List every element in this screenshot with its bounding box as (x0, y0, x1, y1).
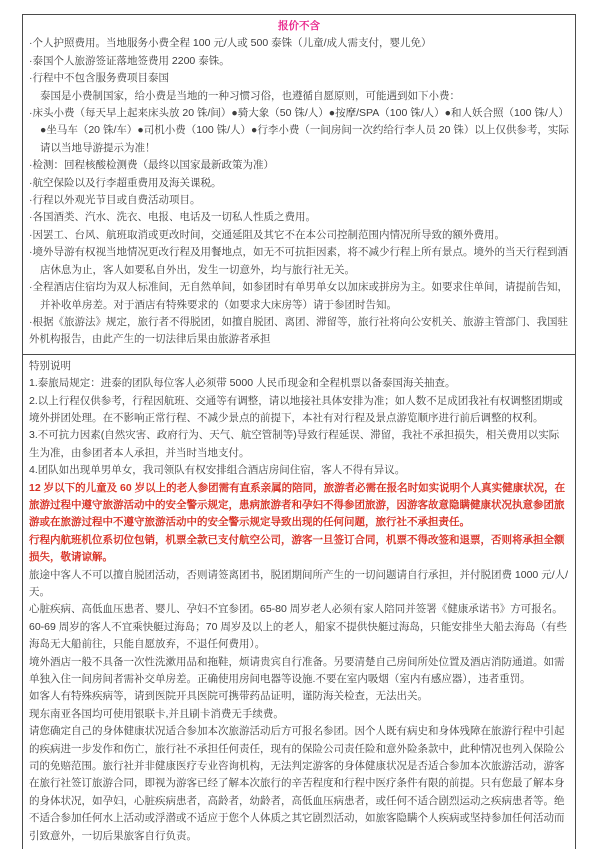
exclusion-item: ·各国酒类、汽水、洗衣、电报、电话及一切私人性质之费用。 (29, 211, 316, 224)
notice-item: 3.不可抗力因素(自然灾害、政府行为、天气、航空管制等)导致行程延误、滞留，我社不承担损失，相关费用以实际生为准，由参团者本人承担，并当时当地支付。 (29, 429, 560, 459)
exclusion-item: ·行程中不包含服务费项目泰国 (29, 72, 169, 85)
notice-item: 4.团队如出现单男单女，我司领队有权安排组合酒店房间住宿，客人不得有异议。 (29, 464, 406, 477)
notice-item: 旅途中客人不可以擅自脱团活动，否则请签离团书，脱团期间所产生的一切问题请自行承担，并付脱团费 1000 元/人/天。 (29, 568, 569, 598)
tipping-intro-note: 泰国是小费制国家，给小费是当地的一种习惯习俗，也遵循自愿原则，可能遇到如下小费： (40, 89, 460, 102)
tour-terms-document (22, 14, 576, 849)
exclusion-item: ·泰国个人旅游签证落地签费用 2200 泰铢。 (29, 54, 230, 67)
exclusion-item: ·检测：回程核酸检测费（最终以国家最新政策为准） (29, 159, 274, 172)
notice-item: 如客人有特殊疾病等，请到医院开具医院可携带药品证明，谨防海关检查，无法出关。 (29, 690, 428, 703)
exclusion-item: ·航空保险以及行李超重费用及海关课税。 (29, 176, 222, 189)
notice-item-ticket-warning: 行程内航班机位系切位包销，机票全款已支付航空公司，游客一旦签订合同，机票不得改签和退票，否则将承担全额损失，敬请谅解。 (29, 533, 565, 564)
notice-item-health-warning: 12 岁以下的儿童及 60 岁以上的老人参团需有直系亲属的陪同，旅游者必需在报名时如实说明个人真实健康状况，在旅游过程中遵守旅游活动中的安全警示规定，患病旅游者和孕妇不得参团旅游，因游客故意隐瞒健康状况执意参团旅游或在旅游过程中不遵守旅游活动中的安全警示规定导致出现的任何问题，旅行社不承担责任。 (29, 481, 566, 529)
notice-item: 境外酒店一般不具备一次性洗漱用品和拖鞋，烦请贵宾自行准备。另要清楚自己房间所处位置及酒店消防通道。如需单独入住一间房间者需补交单房差。正确使用房间电器等设施.不要在室内吸烟（室内有感应器），违者重罚。 (29, 655, 565, 686)
notice-item: 心脏疾病、高低血压患者、婴儿、孕妇不宜参团。65-80 周岁老人必须有家人陪同并签署《健康承诺书》方可报名。60-69 周岁的客人不宜乘快艇过海岛；70 周岁及以上的老人，船家不提供快艇过海岛，只能安排坐大船去海岛（有些海岛无大船前往，只能自愿放弃，不退任何费用）。 (29, 603, 567, 651)
notice-item: 1.泰旅局规定：进泰的团队每位客人必须带 5000 人民币现金和全程机票以备泰国海关抽查。 (29, 377, 456, 390)
section-heading-special-notes: 特别说明 (29, 359, 71, 372)
exclusion-item: ·全程酒店住宿均为双人标准间，无自然单间，如参团时有单男单女以加床或拼房为主。如要求住单间，请提前告知，并补收单房差。对于酒店有特殊要求的（如要求大床房等）请于参团时告知。 (29, 281, 568, 311)
notice-item: 现东南亚各国均可使用银联卡,并且刷卡消费无手续费。 (29, 707, 284, 720)
section-title-quote-exclusions: 报价不含 (278, 20, 320, 32)
section-special-notes (23, 354, 575, 849)
exclusion-item-tipping-list: ·床头小费（每天早上起来床头放 20 铢/间）●骑大象（50 铢/人）●按摩/SPA（100 铢/人）●和人妖合照（100 铢/人）●坐马车（20 铢/车）●司机小费（100 铢/人）●行李小费（一间房间一次约给行李人员 20 铢）以上仅供参考，实际请以当地导游提示为准！ (29, 107, 569, 154)
exclusion-item: ·行程以外观光节目或自费活动项目。 (29, 194, 201, 207)
exclusion-item: ·因罢工、台风、航班取消或更改时间，交通延阻及其它不在本公司控制范围内情况所导致的额外费用。 (29, 228, 505, 241)
section-quote-exclusions (23, 15, 575, 354)
notice-item-health-disclaimer: 请您确定自己的身体健康状况适合参加本次旅游活动后方可报名参团。因个人既有病史和身体残障在旅游行程中引起的疾病进一步发作和伤亡，旅行社不承担任何责任，现有的保险公司责任险和意外险条款中，此种情况也列入保险公司的免赔范围。旅行社并非健康医疗专业咨询机构，无法判定游客的身体健康状况是否适合参加本次旅游活动，游客在旅行社签订旅游合同，即视为游客已经了解本次旅行的辛苦程度和行程中医疗条件有限的前提。只有您最了解本身的身体状况，如孕妇，心脏疾病患者，高龄者，幼龄者，高低血压病患者，或任何不适合剧烈运动之疾病患者等。绝不适合参加任何水上活动或浮潜或不适应于您个人体质之其它剧烈活动，如旅客隐瞒个人疾病或坚持参加任何活动而引致意外，一切后果旅客自行负责。 (29, 725, 565, 842)
exclusion-item: ·个人护照费用。当地服务小费全程 100 元/人或 500 泰铢（儿童/成人需支付，婴儿免） (29, 37, 432, 50)
exclusion-item: ·境外导游有权视当地情况更改行程及用餐地点，如无不可抗拒因素，将不减少行程上所有景点。境外的当天行程到酒店休息为止，客人如要私自外出，发生一切意外，均与旅行社无关。 (29, 246, 568, 276)
exclusion-item-law-clause: ·根据《旅游法》规定，旅行者不得脱团，如擅自脱团、离团、滞留等，旅行社将向公安机关、旅游主管部门、我国驻外机构报告，由此产生的一切法律后果由旅游者承担 (29, 315, 568, 346)
notice-item: 2.以上行程仅供参考，行程因航班、交通等有调整，请以地接社具体安排为准；如人数不足成团我社有权调整团期或境外拼团处理。在不影响正常行程、不减少景点的前提下，本社有对行程及景点游览顺序进行前后调整的权利。 (29, 394, 563, 424)
